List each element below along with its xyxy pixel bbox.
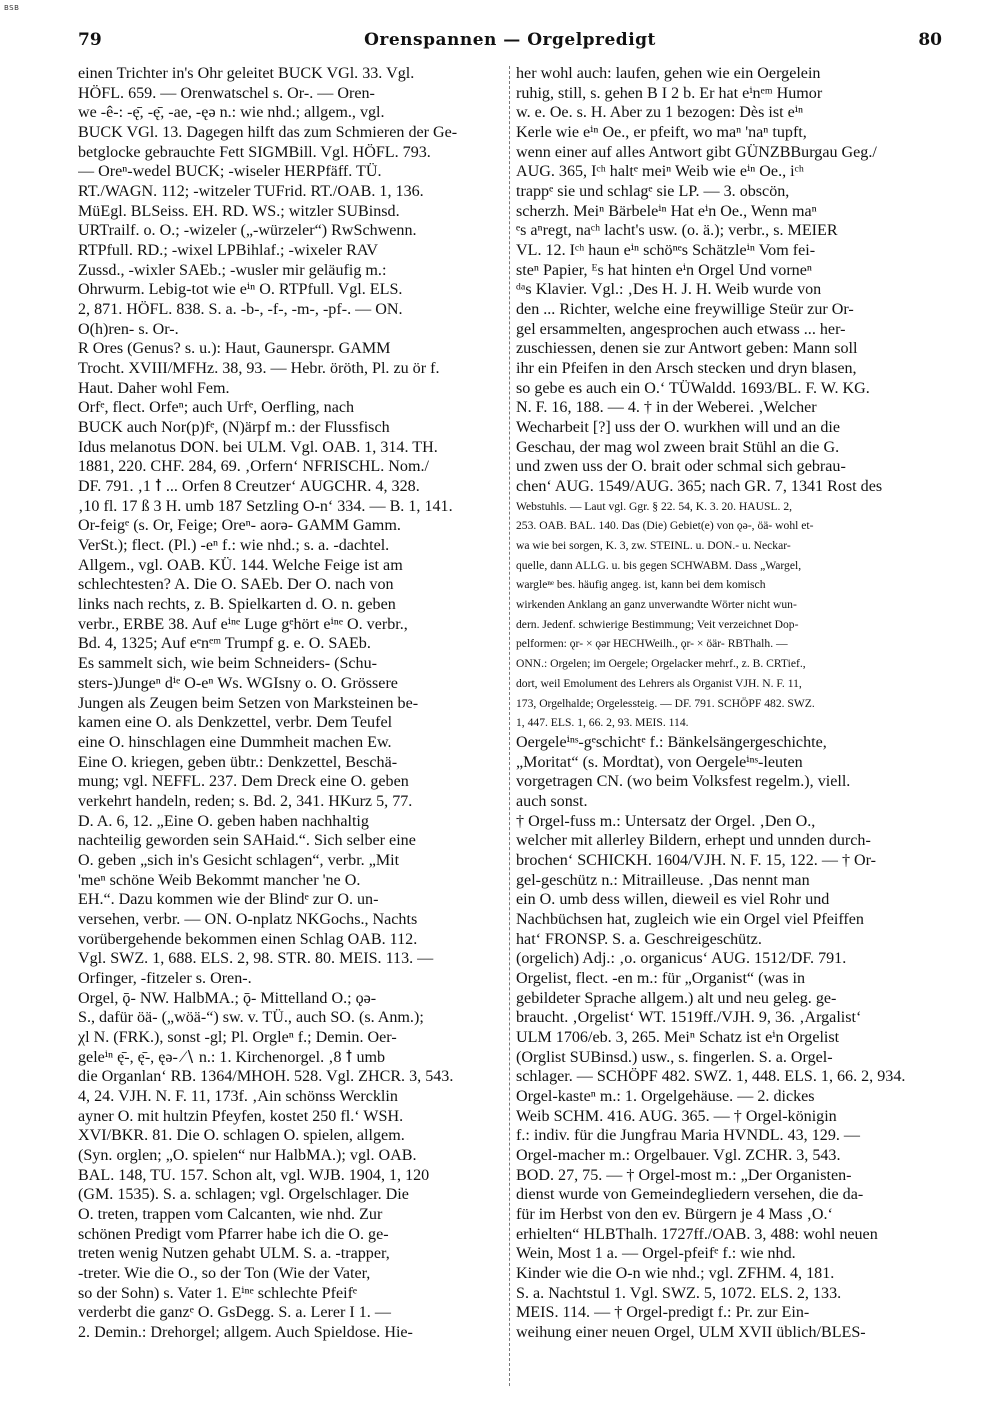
text-line: N. F. 16, 188. — 4. † in der Weberei. ‚Welcher xyxy=(516,399,817,417)
text-line: wirkenden Anklang an ganz unverwandte Wörter nicht wun- xyxy=(516,598,797,612)
text-line: Weib SCHM. 416. AUG. 365. — † Orgel-königin xyxy=(516,1107,837,1125)
text-line: scherzh. Meiⁿ Bärbeleⁱⁿ Hat eⁱn Oe., Wenn maⁿ xyxy=(516,202,817,220)
text-line: treten wenig Nutzen gehabt ULM. S. a. -trapper, xyxy=(78,1245,390,1263)
text-line: Orfᵉ, flect. Orfeⁿ; auch Urfᵉ, Oerfling, nach xyxy=(78,399,355,417)
text-line: quelle, dann ALLG. u. bis gegen SCHWABM. Dass „Wargel, xyxy=(516,558,802,572)
text-line: -treter. Wie die O., so der Ton (Wie der Vater, xyxy=(78,1264,371,1282)
text-line: EH.“. Dazu kommen wie der Blindᵉ zur O. un- xyxy=(78,891,379,909)
text-line: O(h)ren- s. Or-. xyxy=(78,320,179,338)
text-line: vorgetragen CN. (wo beim Volksfest regelm.), viell. xyxy=(516,773,851,791)
text-line: versehen, verbr. — ON. O-nplatz NKGochs., Nachts xyxy=(78,910,418,928)
text-line: wargleⁿᵉ bes. häufig angeg. ist, kann bei dem komisch xyxy=(516,578,766,592)
text-line: braucht. ‚Orgelist‘ WT. 1519ff./VJH. 9, 36. ‚Argalist‘ xyxy=(516,1009,862,1027)
text-line: Wecharbeit [?] uss der O. wurkhen will und an die xyxy=(516,419,841,437)
text-line: BOD. 27, 75. — † Orgel-most m.: „Der Organisten- xyxy=(516,1166,852,1184)
text-line: MüEgl. BLSeiss. EH. RD. WS.; witzler SUBinsd. xyxy=(78,202,400,220)
text-line: ᵈᵃs Klavier. Vgl.: ‚Des H. J. H. Weib wurde von xyxy=(516,281,822,299)
page-number-right: 80 xyxy=(918,30,942,50)
text-line: und zwen uss der O. brait oder schmal sich gebrau- xyxy=(516,458,846,476)
text-line: zuschiessen, denen sie zur Antwort geben: Mann soll xyxy=(516,340,858,358)
text-line: gel-geschütz n.: Mitrailleuse. ‚Das nennt man xyxy=(516,871,810,889)
text-line: Geschau, der mag wol zween brait Stühl an die G. xyxy=(516,438,840,456)
text-line: (orgelich) Adj.: ‚o. organicus‘ AUG. 1512/DF. 791. xyxy=(516,950,847,968)
text-line: BAL. 148, TU. 157. Schon alt, vgl. WJB. 1904, 1, 120 xyxy=(78,1166,430,1184)
text-line: betglocke gebrauchte Fett SIGMBill. Vgl. HÖFL. 793. xyxy=(78,143,431,161)
page-title: Orenspannen — Orgelpredigt xyxy=(364,30,656,50)
text-line: ‚10 fl. 17 ß 3 H. umb 187 Setzling O-n‘ 334. — B. 1, 141. xyxy=(78,497,453,515)
text-line: verbr., ERBE 38. Auf eⁱⁿᵉ Luge gᵉhört eⁱⁿᵉ O. verbr., xyxy=(78,615,408,633)
text-line: hat‘ FRONSP. S. a. Geschreigeschütz. xyxy=(516,930,762,948)
text-line: Zussd., -wixler SAEb.; -wusler mir geläufig m.: xyxy=(78,261,387,279)
text-line: AUG. 365, Iᶜʰ haltᵉ meiⁿ Weib wie eⁱⁿ Oe., iᶜʰ xyxy=(516,163,804,181)
text-line: 1, 447. ELS. 1, 66. 2, 93. MEIS. 114. xyxy=(516,716,689,730)
text-line: (GM. 1535). S. a. schlagen; vgl. Orgelschlager. Die xyxy=(78,1186,409,1204)
text-line: chen‘ AUG. 1549/AUG. 365; nach GR. 7, 1341 Rost des xyxy=(516,478,883,496)
text-line: schönen Predigt vom Pfarrer habe ich die O. ge- xyxy=(78,1225,389,1243)
text-line: Orfinger, -fitzeler s. Oren-. xyxy=(78,969,252,987)
text-line: welcher mit allerley Bildern, erhept und unnden durch- xyxy=(516,832,871,850)
text-line: einen Trichter in's Ohr geleitet BUCK VGl. 33. Vgl. xyxy=(78,65,415,82)
text-line: 173, Orgelhalde; Orgelessteig. — DF. 791. SCHÖPF 482. SWZ. xyxy=(516,696,815,710)
text-line: S. a. Nachtstul 1. Vgl. SWZ. 5, 1072. ELS. 2, 133. xyxy=(516,1284,842,1302)
text-line: VerSt.); flect. (Pl.) -eⁿ f.: wie nhd.; s. a. -dachtel. xyxy=(78,537,390,555)
text-line: Kerle wie eⁱⁿ Oe., er pfeift, wo maⁿ 'naⁿ tupft, xyxy=(516,124,807,142)
text-line: Haut. Daher wohl Fem. xyxy=(78,379,230,397)
right-column xyxy=(516,64,942,1400)
text-line: verderbt die ganzᵉ O. GsDegg. S. a. Lerer I 1. — xyxy=(78,1304,391,1322)
text-line: R Ores (Genus? s. u.): Haut, Gaunerspr. GAMM xyxy=(78,340,391,358)
text-line: S., dafür öä- („wöä-“) sw. v. TÜ., auch SO. (s. Anm.); xyxy=(78,1009,424,1027)
text-line: eine O. hinschlagen eine Dummheit machen Ew. xyxy=(78,733,392,751)
text-line: ihr ein Pfeifen in den Arsch stecken und dryn blasen, xyxy=(516,360,857,378)
text-line: we -ê-: -ę̄, -ę̄, -ae, -ęə n.: wie nhd.; allgem., vgl. xyxy=(78,104,385,122)
column-divider xyxy=(509,66,510,1386)
text-line: für im Herbst von den ev. Bürgern je 4 Mass ‚O.‘ xyxy=(516,1205,833,1223)
text-line: BUCK auch Nor(p)fᵉ, (N)ärpf m.: der Flussfisch xyxy=(78,419,390,437)
text-line: VL. 12. Iᶜʰ haun eⁱⁿ schöⁿᵉs Schätzleⁱⁿ Vom fei- xyxy=(516,242,816,260)
text-line: gebildeter Sprache allgem.) alt und neu geleg. ge- xyxy=(516,989,837,1007)
text-line: Orgelist, flect. -en m.: für „Organist“ (was in xyxy=(516,969,806,987)
text-line: die Organlan‘ RB. 1364/MHOH. 528. Vgl. ZHCR. 3, 543. xyxy=(78,1068,454,1086)
text-line: Kinder wie die O-n wie nhd.; vgl. ZFHM. 4, 181. xyxy=(516,1264,835,1282)
text-line: O. geben „sich in's Gesicht schlagen“, verbr. „Mit xyxy=(78,851,400,869)
library-stamp: BSB xyxy=(4,4,20,12)
text-line: steⁿ Papier, ᴱs hat hinten eⁱn Orgel Und vorneⁿ xyxy=(516,261,812,279)
text-line: Trocht. XVIII/MFHz. 38, 93. — Hebr. öröth, Pl. zu ör f. xyxy=(78,360,440,378)
text-line: dienst wurde von Gemeindegliedern versehen, die da- xyxy=(516,1186,864,1204)
text-line: HÖFL. 659. — Orenwatschel s. Or-. — Oren- xyxy=(78,84,375,102)
text-line: RTPfull. RD.; -wixel LPBihlaf.; -wixeler RAV xyxy=(78,242,379,260)
text-line: Es sammelt sich, wie beim Schneiders- (Schu- xyxy=(78,655,378,673)
text-line: mung; vgl. NEFFL. 237. Dem Dreck eine O. geben xyxy=(78,773,409,791)
text-line: 'meⁿ schöne Weib Bekommt mancher 'ne O. xyxy=(78,871,361,889)
text-line: sters-)Jungeⁿ dⁱᵉ O-eⁿ Ws. WGIsny o. O. Grössere xyxy=(78,674,398,692)
left-column xyxy=(78,64,504,1400)
text-line: Oergeleⁱⁿˢ-gᵉschichtᵉ f.: Bänkelsängergeschichte, xyxy=(516,733,827,751)
text-line: 1881, 220. CHF. 284, 69. ‚Orfern‘ NFRISCHL. Nom./ xyxy=(78,458,429,476)
text-line: „Moritat“ (s. Mordtat), von Oergeleⁱⁿˢ-leuten xyxy=(516,753,803,771)
text-line: w. e. Oe. s. H. Aber zu 1 bezogen: Dès ist eⁱⁿ xyxy=(516,104,804,122)
text-line: Orgel, ǭ- NW. HalbMA.; ǭ- Mittelland O.; ǫə- xyxy=(78,989,377,1007)
text-line: Bd. 4, 1325; Auf eᵉnᵉᵐ Trumpf g. e. O. SAEb. xyxy=(78,635,371,653)
text-line: weihung einer neuen Orgel, ULM XVII üblich/BLES- xyxy=(516,1324,866,1341)
text-line: O. treten, trappen vom Calcanten, wie nhd. Zur xyxy=(78,1205,383,1223)
text-line: D. A. 6, 12. „Eine O. geben haben nachhaltig xyxy=(78,812,369,830)
text-line: geleⁱⁿ ę̄-, ę̄-, ęə- ∕∖ n.: 1. Kirchenorgel. ‚8 ꝉ umb xyxy=(78,1048,386,1066)
text-line: XVI/BKR. 81. Die O. schlagen O. spielen, allgem. xyxy=(78,1127,405,1145)
text-line: Nachbüchsen hat, zugleich wie ein Orgel viel Pfeiffen xyxy=(516,910,864,928)
text-line: 4, 24. VJH. N. F. 11, 173f. ‚Ain schönss Wercklin xyxy=(78,1087,398,1105)
text-line: ONN.: Orgelen; im Oergele; Orgelacker mehrf., z. B. CRTief., xyxy=(516,657,806,671)
text-line: ULM 1706/eb. 3, 265. Meiⁿ Schatz ist eⁱn Orgelist xyxy=(516,1028,840,1046)
text-line: DF. 791. ‚1 ꝉ ... Orfen 8 Creutzer‘ AUGCHR. 4, 328. xyxy=(78,478,420,496)
page-number-left: 79 xyxy=(78,30,102,50)
text-line: dern. Jedenf. schwierige Bestimmung; Veit verzeichnet Dop- xyxy=(516,617,799,631)
text-line: brochen‘ SCHICKH. 1604/VJH. N. F. 15, 122. — † Or- xyxy=(516,851,877,869)
text-line: Ohrwurm. Lebig-tot wie eⁱⁿ O. RTPfull. Vgl. ELS. xyxy=(78,281,403,299)
text-line: Webstuhls. — Laut vgl. Ggr. § 22. 54, K. 3. 20. HAUSL. 2, xyxy=(516,499,793,513)
text-line: auch sonst. xyxy=(516,792,588,810)
text-line: den ... Richter, welche eine freywillige Steür zur Or- xyxy=(516,301,854,319)
text-line: schlechtesten? A. Die O. SAEb. Der O. nach von xyxy=(78,576,394,594)
text-line: — Oreⁿ-wedel BUCK; -wiseler HERPfäff. TÜ. xyxy=(78,163,382,181)
text-line: so der Sohn) s. Vater 1. Eⁱⁿᵉ schlechte Pfeifᵉ xyxy=(78,1284,358,1302)
text-line: erhielten“ HLBThalh. 1727ff./OAB. 3, 488: wohl neuen xyxy=(516,1225,878,1243)
text-line: ein O. umb dess willen, dieweil es viel Rohr und xyxy=(516,891,830,909)
text-line: links nach rechts, z. B. Spielkarten d. O. n. geben xyxy=(78,596,396,614)
text-line: RT./WAGN. 112; -witzeler TUFrid. RT./OAB. 1, 136. xyxy=(78,183,424,201)
text-line: Eine O. kriegen, geben übtr.: Denkzettel, Beschä- xyxy=(78,753,398,771)
text-line: schlager. — SCHÖPF 482. SWZ. 1, 448. ELS. 1, 66. 2, 934. xyxy=(516,1068,906,1086)
page-header xyxy=(78,30,942,60)
text-line: kamen eine O. als Denkzettel, verbr. Dem Teufel xyxy=(78,714,393,732)
text-line: Jungen als Zeugen beim Setzen von Marksteinen be- xyxy=(78,694,419,712)
text-line: verkehrt handeln, reden; s. Bd. 2, 341. HKurz 5, 77. xyxy=(78,792,413,810)
text-line: trappᵉ sie und schlagᵉ sie LP. — 3. obscön, xyxy=(516,183,790,201)
text-line: her wohl auch: laufen, gehen wie ein Oergelein xyxy=(516,65,821,82)
text-line: 2. Demin.: Drehorgel; allgem. Auch Spieldose. Hie- xyxy=(78,1324,413,1341)
text-line: URTrailf. o. O.; -wizeler („-würzeler“) RwSchwenn. xyxy=(78,222,417,240)
text-line: Allgem., vgl. OAB. KÜ. 144. Welche Feige ist am xyxy=(78,556,403,574)
text-line: so gebe es auch ein O.‘ TÜWaldd. 1693/BL. F. W. KG. xyxy=(516,379,870,397)
text-line: BUCK VGl. 13. Dagegen hilft das zum Schmieren der Ge- xyxy=(78,124,458,142)
text-line: nachteilig geworden sein SAHaid.“. Sich selber eine xyxy=(78,832,416,850)
text-line: Idus melanotus DON. bei ULM. Vgl. OAB. 1, 314. TH. xyxy=(78,438,438,456)
text-line: wenn einer auf alles Antwort gibt GÜNZBBurgau Geg./ xyxy=(516,143,877,161)
text-line: f.: indiv. für die Jungfrau Maria HVNDL. 43, 129. — xyxy=(516,1127,861,1145)
text-line: wa wie bei sorgen, K. 3, zw. STEINL. u. DON.- u. Neckar- xyxy=(516,539,791,553)
text-line: Or-feigᵉ (s. Or, Feige; Oreⁿ- aorə- GAMM Gamm. xyxy=(78,517,401,535)
text-line: gel ersammelten, angesprochen auch etwass ... her- xyxy=(516,320,846,338)
text-line: Vgl. SWZ. 1, 688. ELS. 2, 98. STR. 80. MEIS. 113. — xyxy=(78,950,434,968)
text-line: (Syn. orglen; „O. spielen“ nur HalbMA.); vgl. OAB. xyxy=(78,1146,417,1164)
text-line: ruhig, still, s. gehen B I 2 b. Er hat eⁱnᵉᵐ Humor xyxy=(516,84,823,102)
text-line: MEIS. 114. — † Orgel-predigt f.: Pr. zur Ein- xyxy=(516,1304,810,1322)
text-line: χl N. (FRK.), sonst -gl; Pl. Orgleⁿ f.; Demin. Oer- xyxy=(78,1028,397,1046)
text-line: Wein, Most 1 a. — Orgel-pfeifᵉ f.: wie nhd. xyxy=(516,1245,796,1263)
text-line: ayner O. mit hultzin Pfeyfen, kostet 250 fl.‘ WSH. xyxy=(78,1107,404,1125)
text-line: Orgel-kasteⁿ m.: 1. Orgelgehäuse. — 2. dickes xyxy=(516,1087,815,1105)
text-line: vorübergehende bekommen einen Schlag OAB. 112. xyxy=(78,930,418,948)
text-line: 2, 871. HÖFL. 838. S. a. -b-, -f-, -m-, -pf-. — ON. xyxy=(78,301,403,319)
text-line: (Orglist SUBinsd.) usw., s. fingerlen. S. a. Orgel- xyxy=(516,1048,833,1066)
text-line: 253. OAB. BAL. 140. Das (Die) Gebiet(e) von ǫə-, öä- wohl et- xyxy=(516,519,814,533)
text-line: ᵉs aⁿregt, naᶜʰ lacht's usw. (o. ä.); verbr., s. MEIER xyxy=(516,222,838,240)
text-line: † Orgel-fuss m.: Untersatz der Orgel. ‚Den O., xyxy=(516,812,816,830)
text-line: pelformen: ǫr- × ǫər HECHWeilh., ǫr- × öär- RBThalh. — xyxy=(516,637,788,651)
text-line: dort, weil Emolument des Lehrers als Organist VJH. N. F. 11, xyxy=(516,676,802,690)
text-line: Orgel-macher m.: Orgelbauer. Vgl. ZCHR. 3, 543. xyxy=(516,1146,841,1164)
